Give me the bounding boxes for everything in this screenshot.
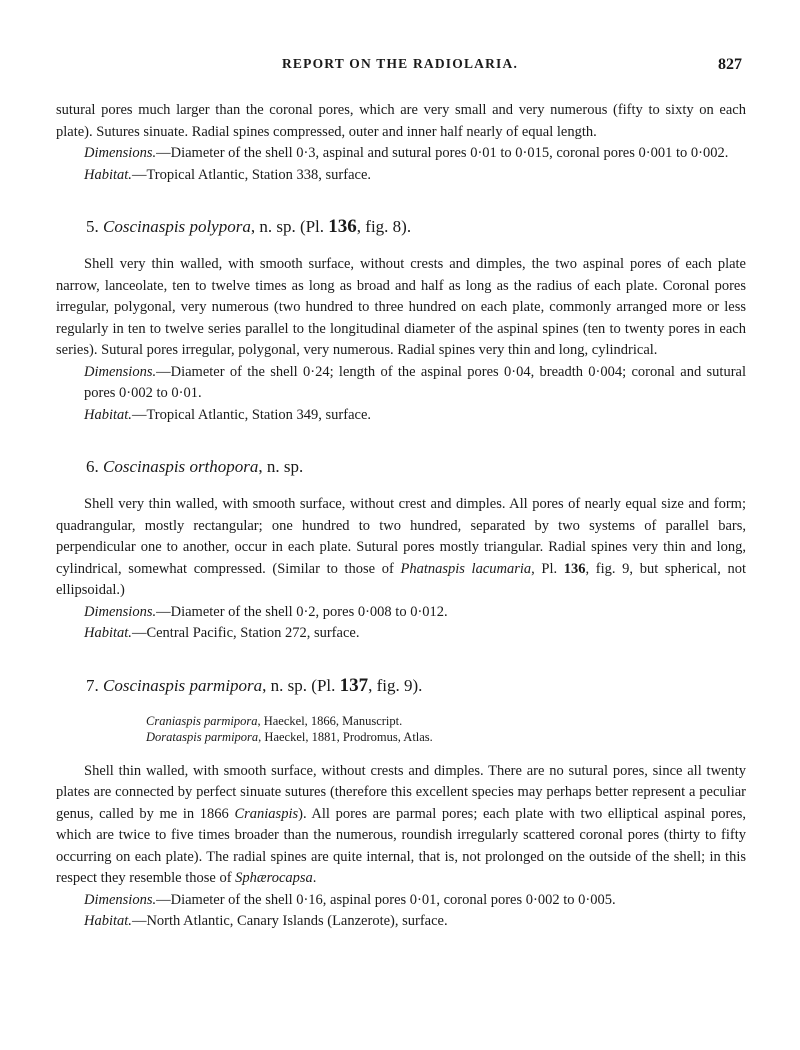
similar-species-ref: Phatnaspis lacumaria bbox=[400, 560, 532, 577]
species-5-plate: 136 bbox=[328, 216, 357, 237]
species-5-description: Shell very thin walled, with smooth surface, without crests and dimples, the two aspinal pores of each plate narrow, lanceolate, ten to twelve times as long as broad and half as long as the radius of each plate. Coronal pores irregular, polygonal, very numerous (two hundred to three hundred on each plate, commonly arranged more or less regularly in ten to twelve series parallel to the longitudinal diameter of the aspinal spines (ten to twenty pores in each series). Sutural pores irregular, polygonal, very numerous. Radial spines very thin and long, cylindrical. bbox=[56, 256, 746, 358]
species-6-genus: Coscinaspis bbox=[103, 457, 186, 476]
species-5-dimensions: Dimensions.—Diameter of the shell 0·24; length of the aspinal pores 0·04, breadth 0·004; coronal and sutural pores 0·002 to 0·01. bbox=[84, 363, 746, 401]
dimensions-label: Dimensions. bbox=[84, 145, 157, 161]
species-5-epithet: polypora bbox=[189, 217, 251, 236]
carryover-description: sutural pores much larger than the coronal pores, which are very small and very numerous (fifty to sixty on each plate). Sutures sinuate. Radial spines compressed, outer and inner half nearly of equal length. bbox=[56, 102, 746, 140]
habitat-label: Habitat. bbox=[84, 166, 132, 183]
carryover-dimensions bbox=[56, 143, 746, 165]
species-5-heading: 5. Coscinaspis polypora, n. sp. (Pl. 136, fig. 8). bbox=[86, 216, 412, 237]
species-6-dimensions: Dimensions.—Diameter of the shell 0·2, pores 0·008 to 0·012. bbox=[84, 603, 448, 620]
species-5-genus: Coscinaspis bbox=[103, 217, 186, 236]
genus-ref: Craniaspis bbox=[234, 805, 299, 822]
page-body bbox=[56, 100, 746, 933]
page-header bbox=[0, 56, 800, 80]
species-7-habitat: Habitat.—North Atlantic, Canary Islands (Lanzerote), surface. bbox=[84, 913, 448, 929]
species-6-description: Shell very thin walled, with smooth surface, without crest and dimples. All pores of nearly equal size and form; quadrangular, mostly rectangular; one hundred to two hundred, separated by two systems of parallel bars, perpendicular one to another, occur in each plate. Sutural pores mostly triangular. Radial spines very thin and long, cylindrical, somewhat compressed. (Similar to those of Phatnaspis lacumaria, Pl. 136, fig. 9, but spherical, not ellipsoidal.) bbox=[56, 496, 746, 598]
page-number: 827 bbox=[718, 56, 742, 73]
similar-plate-ref: 136 bbox=[563, 560, 586, 577]
compare-ref: Sphærocapsa bbox=[235, 870, 313, 886]
running-head: REPORT ON THE RADIOLARIA. bbox=[281, 56, 519, 71]
species-7-dimensions: Dimensions.—Diameter of the shell 0·16, aspinal pores 0·01, coronal pores 0·002 to 0·005. bbox=[84, 891, 616, 908]
species-7-genus: Coscinaspis bbox=[103, 675, 186, 695]
species-6-epithet: orthopora bbox=[189, 457, 259, 476]
species-7-heading: 7. Coscinaspis parmipora, n. sp. (Pl. 137, fig. 9). bbox=[86, 674, 423, 696]
carryover-habitat bbox=[56, 165, 746, 187]
species-7-epithet: parmipora bbox=[189, 675, 263, 695]
species-5-habitat: Habitat.—Tropical Atlantic, Station 349, surface. bbox=[84, 406, 372, 423]
dimensions-text: —Diameter of the shell 0·3, aspinal and sutural pores 0·01 to 0·015, coronal pores 0·001 to 0·002. bbox=[156, 145, 729, 161]
synonym-line: Craniaspis parmipora, Haeckel, 1866, Manuscript. bbox=[146, 713, 403, 728]
species-6-heading: 6. Coscinaspis orthopora, n. sp. bbox=[86, 457, 304, 476]
synonym-line: Dorataspis parmipora, Haeckel, 1881, Prodromus, Atlas. bbox=[146, 729, 433, 744]
species-7-plate: 137 bbox=[339, 674, 369, 696]
species-7-description: Shell thin walled, with smooth surface, without crests and dimples. There are no sutural pores, since all twenty plates are connected by perfect sinuate sutures (therefore this excellent species may perhaps better represent a peculiar genus, called by me in 1866 Craniaspis). All pores are parmal pores; each plate with two elliptical aspinal pores, which are twice to five times broader than the numerous, roundish irregularly scattered coronal pores (thirty to fifty occurring on each plate). The radial spines are quite internal, that is, not prolonged on the outside of the shell; in this respect they resemble those of Sphærocapsa. bbox=[56, 762, 746, 886]
habitat-text: —Tropical Atlantic, Station 338, surface. bbox=[131, 166, 372, 183]
species-6-habitat: Habitat.—Central Pacific, Station 272, surface. bbox=[84, 625, 360, 641]
